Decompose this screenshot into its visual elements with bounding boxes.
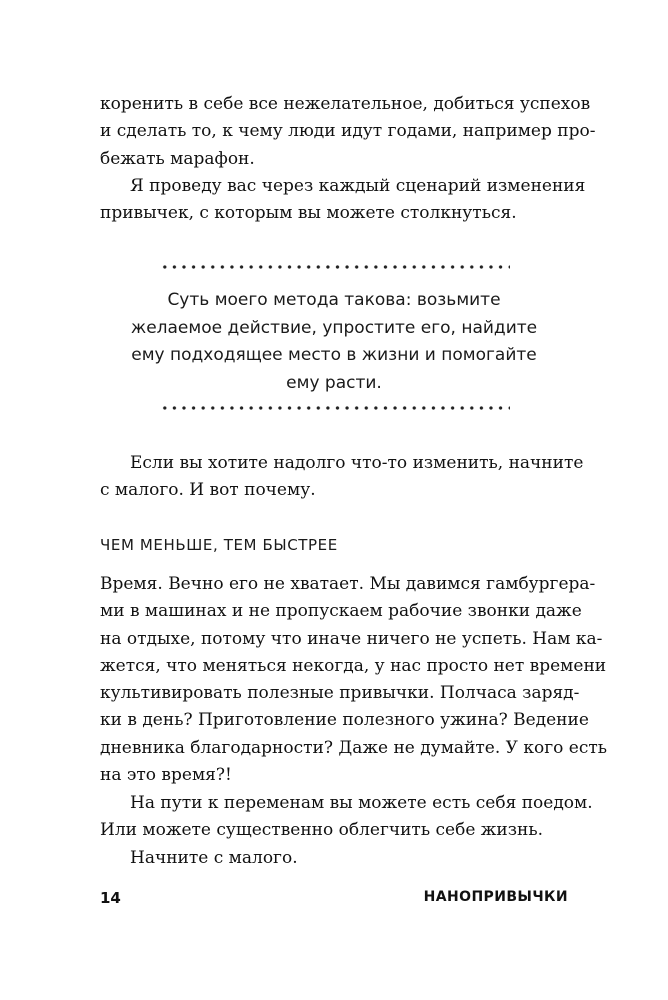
running-title: НАНОПРИВЫЧКИ	[423, 889, 568, 905]
text-line: На пути к переменам вы можете есть себя поедом.	[130, 793, 593, 813]
paragraph-scenarios	[100, 173, 586, 228]
text-line: Время. Вечно его не хватает. Мы давимся гамбургера-	[100, 574, 596, 594]
quote-line: ему подходящее место в жизни и помогайте	[131, 345, 537, 365]
text-line: ки в день? Приготовление полезного ужина? Ведение	[100, 710, 589, 731]
quote-line: ему расти.	[286, 372, 382, 393]
text-line: коренить в себе все нежелательное, добиться успехов	[100, 94, 591, 114]
text-line: привычек, с которым вы можете столкнуться.	[100, 203, 517, 224]
text-line: культивировать полезные привычки. Полчаса заряд-	[100, 683, 580, 704]
paragraph-change	[100, 790, 593, 845]
book-page	[100, 0, 608, 1000]
text-line: ми в машинах и не пропускаем рабочие звонки даже	[100, 601, 582, 622]
text-line: Если вы хотите надолго что-то изменить, начните	[130, 453, 584, 473]
quote-line: Суть моего метода такова: возьмите	[167, 290, 501, 310]
paragraph-start-small	[100, 450, 584, 505]
text-line: на это время?!	[100, 765, 232, 786]
text-line: Начните с малого.	[130, 848, 298, 868]
text-line: на отдыхе, потому что иначе ничего не успеть. Нам ка-	[100, 628, 603, 649]
text-line: дневника благодарности? Даже не думайте. У кого есть	[100, 737, 608, 758]
dotted-rule-top	[160, 264, 510, 270]
dotted-rule-bottom	[160, 405, 510, 411]
text-line: и сделать то, к чему люди идут годами, например про-	[100, 121, 596, 142]
text-line: бежать марафон.	[100, 148, 255, 169]
text-line: Я проведу вас через каждый сценарий изменения	[130, 176, 586, 196]
paragraph-time	[100, 571, 608, 789]
paragraph-start-small-final	[100, 845, 568, 872]
page-number: 14	[100, 889, 121, 907]
text-line: Или можете существенно облегчить себе жизнь.	[100, 820, 544, 841]
section-heading: ЧЕМ МЕНЬШЕ, ТЕМ БЫСТРЕЕ	[100, 536, 338, 554]
paragraph-continuation	[100, 91, 596, 173]
quote-line: желаемое действие, упростите его, найдите	[130, 317, 538, 338]
pull-quote	[100, 287, 568, 397]
text-line: жется, что меняться некогда, у нас просто нет времени	[100, 655, 607, 676]
text-line: с малого. И вот почему.	[100, 480, 316, 501]
